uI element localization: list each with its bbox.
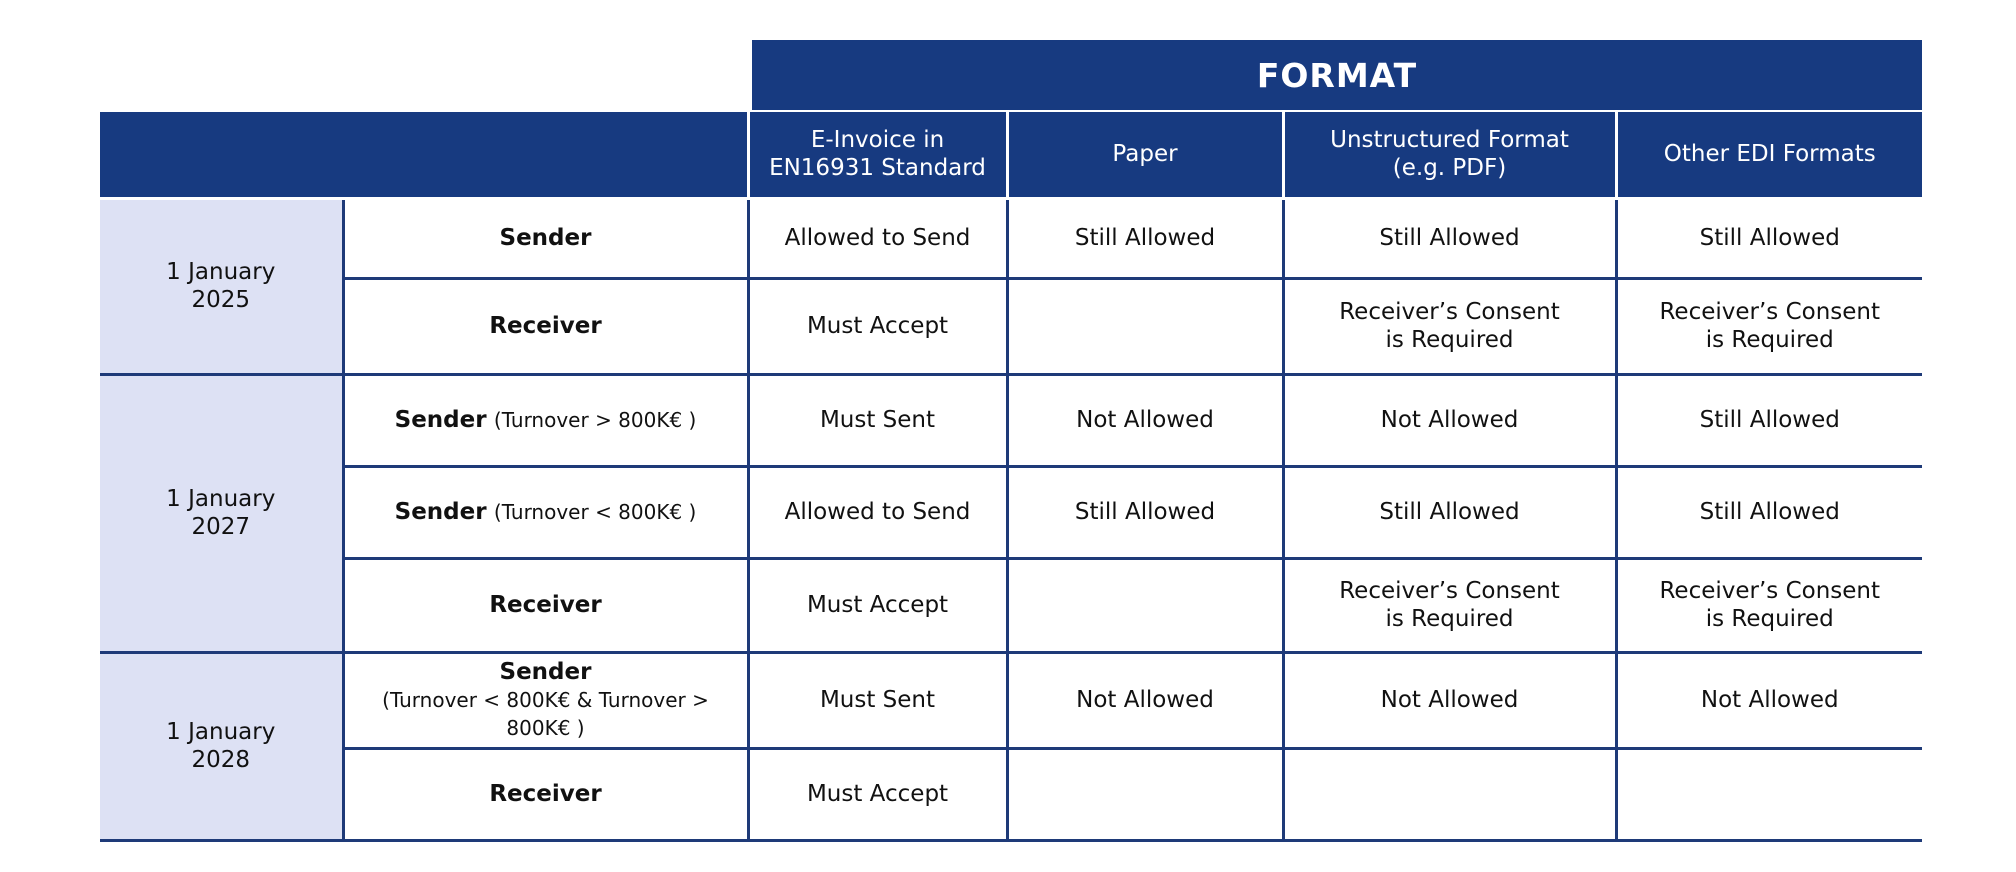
consent-line1: Receiver’s Consent	[1659, 577, 1881, 604]
consent-line2: is Required	[1385, 327, 1514, 353]
role-label: Receiver	[489, 591, 602, 618]
date-label-line2: 2028	[191, 747, 251, 773]
value-cell-unstructured: Not Allowed	[1283, 374, 1616, 466]
role-cell	[343, 278, 748, 374]
date-cell-2028	[100, 652, 343, 840]
col-header-unstructured-line1: Unstructured Format	[1330, 127, 1569, 154]
role-label: Sender	[499, 224, 592, 251]
value-cell-other-edi	[1616, 748, 1922, 840]
col-header-other-edi	[1616, 112, 1922, 198]
format-header: FORMAT	[752, 40, 1922, 110]
value-cell-other-edi	[1616, 278, 1922, 374]
column-header-row	[100, 112, 1922, 198]
role-cell	[343, 748, 748, 840]
value-cell-einvoice: Must Accept	[748, 558, 1007, 652]
value-cell-paper: Still Allowed	[1007, 466, 1283, 558]
date-cell-2025	[100, 198, 343, 374]
value-cell-paper: Not Allowed	[1007, 652, 1283, 748]
table-row	[100, 278, 1922, 374]
value-cell-einvoice: Must Accept	[748, 278, 1007, 374]
value-cell-other-edi: Still Allowed	[1616, 374, 1922, 466]
role-cell	[343, 374, 748, 466]
value-cell-unstructured	[1283, 558, 1616, 652]
role-cell	[343, 558, 748, 652]
table-row	[100, 198, 1922, 278]
value-cell-unstructured	[1283, 278, 1616, 374]
date-label-line2: 2025	[191, 287, 251, 313]
date-cell-2027	[100, 374, 343, 652]
value-cell-paper	[1007, 278, 1283, 374]
date-label-line1: 1 January	[166, 718, 276, 745]
role-cell	[343, 198, 748, 278]
date-label-line2: 2027	[191, 514, 251, 540]
value-cell-unstructured: Still Allowed	[1283, 466, 1616, 558]
role-qualifier: (Turnover < 800K€ & Turnover > 800K€ )	[382, 687, 709, 741]
value-cell-paper	[1007, 558, 1283, 652]
col-header-einvoice-line2: EN16931 Standard	[769, 155, 986, 182]
table-body	[100, 112, 1922, 840]
value-cell-unstructured: Not Allowed	[1283, 652, 1616, 748]
date-label-line1: 1 January	[166, 258, 276, 285]
value-cell-paper: Not Allowed	[1007, 374, 1283, 466]
consent-line2: is Required	[1705, 327, 1834, 353]
col-header-other-edi-label: Other EDI Formats	[1663, 141, 1876, 168]
consent-line2: is Required	[1705, 606, 1834, 632]
value-cell-other-edi	[1616, 558, 1922, 652]
blank-header-cell	[100, 112, 748, 198]
date-label-line1: 1 January	[166, 485, 276, 512]
col-header-einvoice-line1: E-Invoice in	[810, 127, 945, 154]
col-header-unstructured-line2: (e.g. PDF)	[1392, 155, 1507, 182]
col-header-paper	[1007, 112, 1283, 198]
consent-line2: is Required	[1385, 606, 1514, 632]
format-table	[100, 112, 1922, 842]
value-cell-unstructured	[1283, 748, 1616, 840]
role-label: Sender	[499, 658, 592, 685]
value-cell-paper: Still Allowed	[1007, 198, 1283, 278]
value-cell-other-edi: Still Allowed	[1616, 466, 1922, 558]
table-row	[100, 466, 1922, 558]
value-cell-paper	[1007, 748, 1283, 840]
role-cell	[343, 652, 748, 748]
value-cell-einvoice: Must Sent	[748, 652, 1007, 748]
consent-line1: Receiver’s Consent	[1339, 298, 1560, 325]
value-cell-einvoice: Allowed to Send	[748, 466, 1007, 558]
value-cell-einvoice: Allowed to Send	[748, 198, 1007, 278]
value-cell-other-edi: Still Allowed	[1616, 198, 1922, 278]
table-row	[100, 748, 1922, 840]
consent-line1: Receiver’s Consent	[1659, 298, 1881, 325]
role-cell	[343, 466, 748, 558]
role-qualifier: (Turnover < 800K€ )	[493, 499, 697, 524]
col-header-unstructured	[1283, 112, 1616, 198]
table-row	[100, 652, 1922, 748]
table-row	[100, 558, 1922, 652]
consent-line1: Receiver’s Consent	[1339, 577, 1560, 604]
value-cell-other-edi: Not Allowed	[1616, 652, 1922, 748]
table-row	[100, 374, 1922, 466]
role-label: Receiver	[489, 312, 602, 339]
role-label: Sender	[394, 498, 487, 525]
value-cell-einvoice: Must Accept	[748, 748, 1007, 840]
col-header-einvoice	[748, 112, 1007, 198]
role-qualifier: (Turnover > 800K€ )	[493, 407, 697, 432]
col-header-paper-label: Paper	[1112, 141, 1178, 168]
value-cell-einvoice: Must Sent	[748, 374, 1007, 466]
role-label: Sender	[394, 406, 487, 433]
value-cell-unstructured: Still Allowed	[1283, 198, 1616, 278]
role-label: Receiver	[489, 780, 602, 807]
